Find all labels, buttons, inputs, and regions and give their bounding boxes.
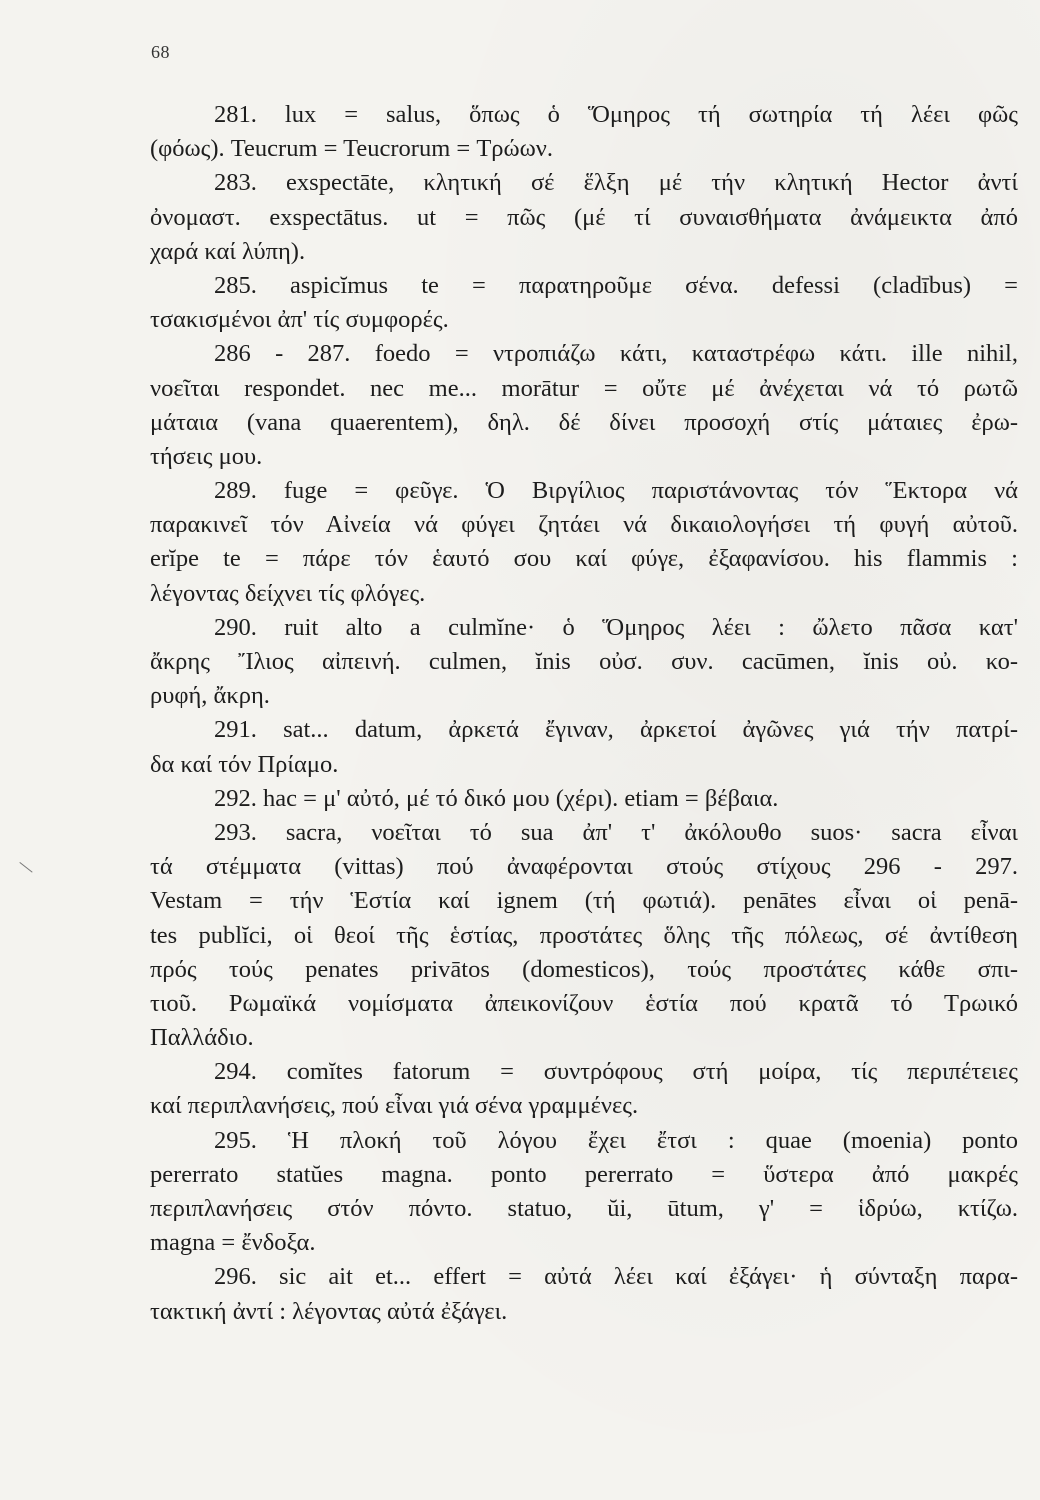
text-line: 286 - 287. foedo = ντροπιάζω κάτι, καταστρέφω κάτι. ille nihil, (214, 340, 1018, 368)
text-line: πρός τούς penates privātos (domesticos), τούς προστάτες κάθε σπι- (150, 955, 1018, 983)
text-line: 291. sat... datum, ἀρκετά ἔγιναν, ἀρκετοί ἀγῶνες γιά τήν πατρί- (214, 716, 1018, 744)
page-number: 68 (151, 42, 170, 62)
text-line: 281. lux = salus, ὅπως ὁ Ὅμηρος τή σωτηρία τή λέει φῶς (214, 101, 1018, 128)
text-line: 293. sacra, νοεῖται τό sua ἀπ' τ' ἀκόλουθο suos· sacra εἶναι (214, 818, 1018, 846)
text-line: 285. aspicĭmus te = παρατηροῦμε σένα. defessi (cladībus) = (214, 271, 1018, 299)
text-line: tes publĭci, οἱ θεοί τῆς ἑστίας, προστάτες ὅλης τῆς πόλεως, σέ ἀντίθεση (150, 921, 1018, 949)
text-line: ρυφή, ἄκρη. (150, 682, 270, 710)
text-line: ἄκρης Ἴλιος αἰπεινή. culmen, ĭnis οὐσ. συν. cacūmen, ĭnis οὐ. κο- (150, 648, 1018, 675)
text-line: τσακισμένοι ἀπ' τίς συμφορές. (150, 306, 449, 334)
text-line: λέγοντας δείχνει τίς φλόγες. (150, 579, 426, 607)
text-line: 294. comĭtes fatorum = συντρόφους στή μοίρα, τίς περιπέτειες (214, 1058, 1018, 1086)
text-line: (φόως). Teucrum = Teucrorum = Τρώων. (150, 135, 553, 163)
text-line: τά στέμματα (vittas) πού ἀναφέρονται στούς στίχους 296 - 297. (150, 853, 1018, 881)
text-line: 296. sic ait et... effert = αὐτά λέει καί ἐξάγει· ἡ σύνταξη παρα- (214, 1263, 1018, 1291)
text-line: 289. fuge = φεῦγε. Ὁ Βιργίλιος παριστάνοντας τόν Ἕκτορα νά (214, 477, 1018, 505)
text-line: νοεῖται respondet. nec me... morātur = οὔτε μέ ἀνέχεται νά τό ρωτῶ (150, 374, 1018, 402)
text-line: erĭpe te = πάρε τόν ἑαυτό σου καί φύγε, ἐξαφανίσου. his flammis : (150, 545, 1018, 573)
text-line: τήσεις μου. (150, 442, 263, 470)
text-line: 283. exspectāte, κλητική σέ ἕλξη μέ τήν κλητική Hector ἀντί (214, 169, 1018, 197)
text-line: Vestam = τήν Ἑστία καί ignem (τή φωτιά). penātes εἶναι οἱ penā- (150, 887, 1018, 915)
text-line: pererrato statŭes magna. ponto pererrato = ὕστερα ἀπό μακρές (150, 1160, 1018, 1188)
text-line: magna = ἔνδοξα. (150, 1229, 316, 1257)
text-line: τιοῦ. Ρωμαϊκά νομίσματα ἀπεικονίζουν ἑστία πού κρατᾶ τό Τρωικό (150, 989, 1018, 1017)
text-line: 290. ruit alto a culmĭne· ὁ Ὅμηρος λέει : ὤλετο πᾶσα κατ' (214, 613, 1018, 641)
text-line: Παλλάδιο. (150, 1024, 254, 1052)
text-line: καί περιπλανήσεις, πού εἶναι γιά σένα γραμμένες. (150, 1092, 639, 1120)
text-line: περιπλανήσεις στόν πόντο. statuo, ŭi, ūtum, γ' = ἱδρύω, κτίζω. (150, 1195, 1018, 1222)
text-line: μάταια (vana quaerentem), δηλ. δέ δίνει προσοχή στίς μάταιες ἐρω- (150, 408, 1018, 436)
text-line: 292. hac = μ' αὐτό, μέ τό δικό μου (χέρι). etiam = βέβαια. (214, 784, 779, 812)
margin-mark (11, 862, 33, 884)
commentary-text (150, 98, 1018, 1329)
text-line: χαρά καί λύπη). (150, 237, 306, 265)
text-line: παρακινεῖ τόν Αἰνεία νά φύγει ζητάει νά δικαιολογήσει τή φυγή αὐτοῦ. (150, 511, 1018, 539)
text-line: ὀνομαστ. exspectātus. ut = πῶς (μέ τί συναισθήματα ἀνάμεικτα ἀπό (150, 203, 1018, 231)
text-line: δα καί τόν Πρίαμο. (150, 750, 339, 778)
text-line: τακτική ἀντί : λέγοντας αὐτά ἐξάγει. (150, 1297, 508, 1325)
text-line: 295. Ἡ πλοκή τοῦ λόγου ἔχει ἔτσι : quae (moenia) ponto (214, 1126, 1018, 1154)
